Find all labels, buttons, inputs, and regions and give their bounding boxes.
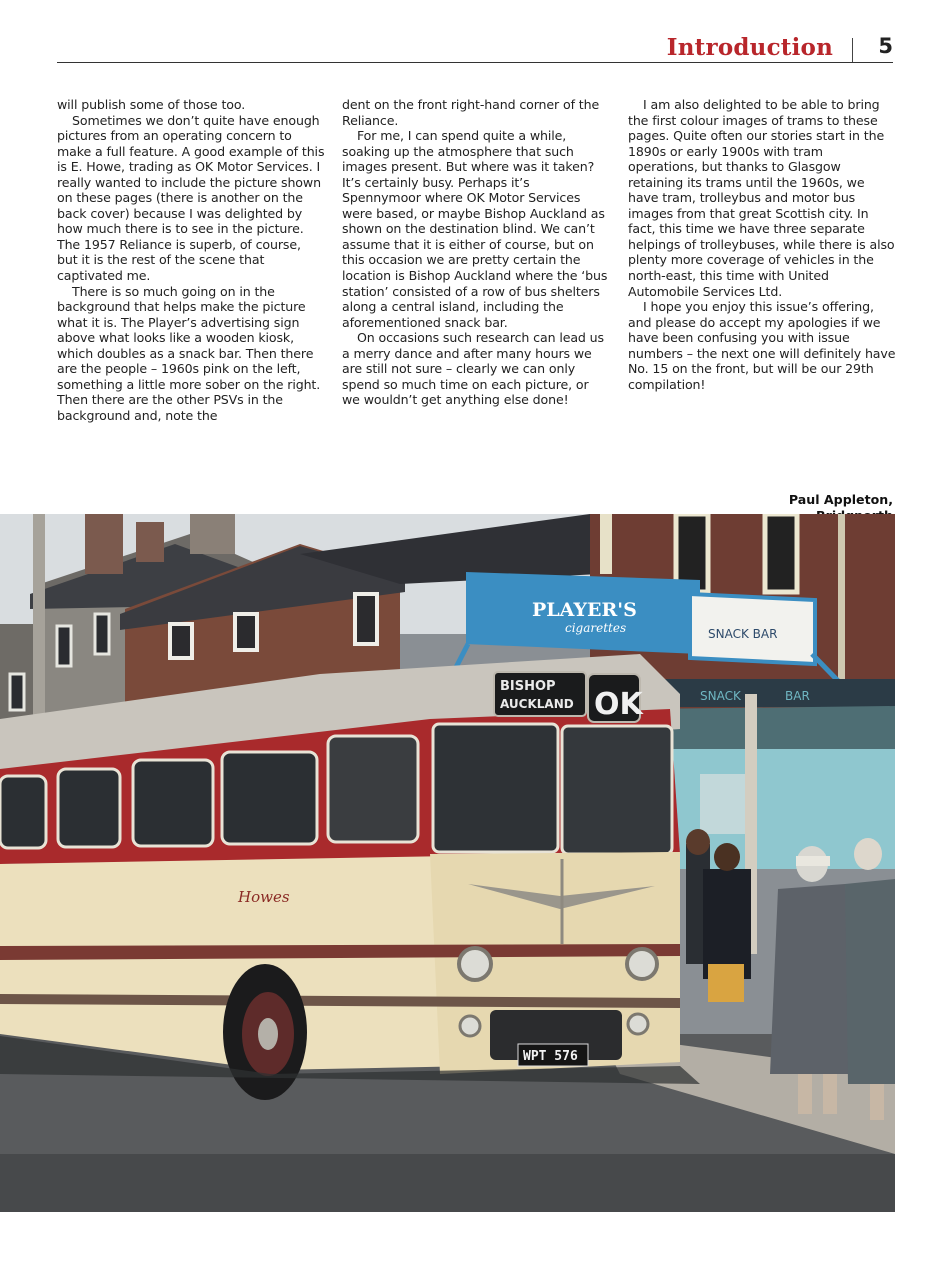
registration-plate: WPT 576 xyxy=(523,1049,578,1064)
sign-snack-bar: SNACK BAR xyxy=(708,627,778,641)
bus-photograph xyxy=(0,514,895,1212)
paragraph: On occasions such research can lead us a merry dance and after many hours we are still not sure – clearly we can only spend so much time on each picture, or we wouldn’t get anything else done! xyxy=(342,330,604,408)
author-name: Paul Appleton, xyxy=(788,492,893,507)
paragraph: For me, I can spend quite a while, soaking up the atmosphere that such images present. But where was it taken? It’s certainly busy. Perhaps it’s Spennymoor where OK Motor Services were based, or maybe Bishop Auckland as shown on the destination blind. We can’t assume that it is either of course, but on this occasion we are pretty certain the location is Bishop Auckland where the ‘bus station’ consisted of a row of bus shelters along a central island, including the aforementioned snack bar. xyxy=(342,128,608,330)
photo-illustration xyxy=(0,514,895,1212)
page-header xyxy=(57,30,893,63)
sign-subtitle: cigarettes xyxy=(565,621,627,635)
fleet-name: Howes xyxy=(238,888,290,906)
destination-line2: AUCKLAND xyxy=(500,697,574,711)
paragraph: There is so much going on in the background that helps make the picture what it is. The Player’s advertising sign above what looks like a wooden kiosk, which doubles as a snack bar. Then there are the people – 1960s pink on the left, something a little more sober on the right. Then there are the other PSVs in the background and, note the xyxy=(57,283,321,423)
paragraph: I hope you enjoy this issue’s offering, and please do accept my apologies if we have been confusing you with issue numbers – the next one will definitely have No. 15 on the front, but will be our 29th compilation! xyxy=(628,299,896,392)
page-number: 5 xyxy=(878,34,893,58)
paragraph: Sometimes we don’t quite have enough pictures from an operating concern to make a full feature. A good example of this is E. Howe, trading as OK Motor Services. I really wanted to include the picture shown on these pages (there is another on the back cover) because I was delighted by how much there is to see in the picture. The 1957 Reliance is superb, of course, but it is the rest of the scene that captivated me. xyxy=(57,112,325,284)
destination-line1: BISHOP xyxy=(500,679,556,694)
header-divider xyxy=(852,38,853,62)
text-column-1 xyxy=(57,97,325,423)
paragraph: will publish some of those too. xyxy=(57,97,246,112)
paragraph: I am also delighted to be able to bring the first colour images of trams to these pages. Quite often our stories start in the 1890s or early 1900s with tram operations, but thanks to Glasgow retaining its trams until the 1960s, we have tram, trolleybus and motor bus images from that great Scottish city. In fact, this time we have three separate helpings of trolleybuses, while there is also plenty more coverage of vehicles in the north-east, this time with United Automobile Services Ltd. xyxy=(628,97,895,299)
section-title: Introduction xyxy=(666,34,833,61)
text-column-2 xyxy=(342,97,610,408)
operator-code: OK xyxy=(594,687,643,722)
header-rule xyxy=(57,62,893,63)
paragraph: dent on the front right-hand corner of the Reliance. xyxy=(342,97,600,128)
kiosk-bar: BAR xyxy=(785,689,810,703)
sign-brand: PLAYER'S xyxy=(532,599,637,621)
kiosk-snack: SNACK xyxy=(700,689,741,703)
text-column-3 xyxy=(628,97,896,392)
